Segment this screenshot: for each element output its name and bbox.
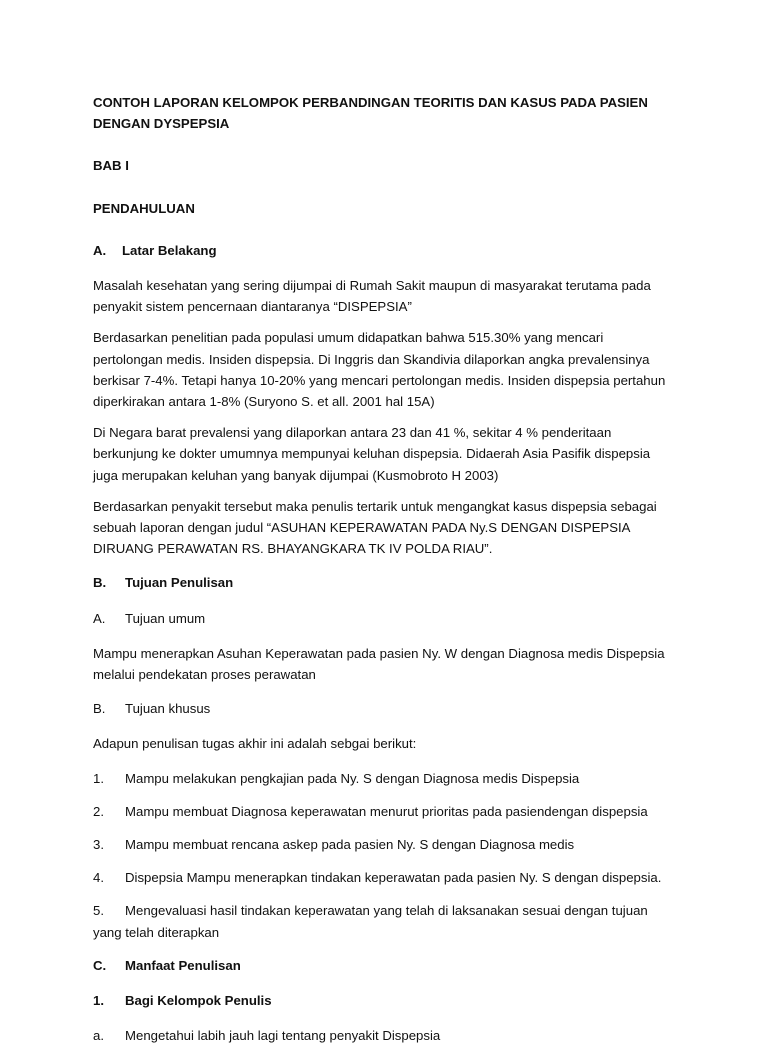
benefit-1a-letter: a. <box>93 1028 104 1044</box>
document-title: CONTOH LAPORAN KELOMPOK PERBANDINGAN TEORITIS DAN KASUS PADA PASIEN DENGAN DYSPEPSIA <box>93 95 648 132</box>
benefit-1-number: 1. <box>93 993 104 1009</box>
section-b-title: Tujuan Penulisan <box>125 575 234 591</box>
benefit-1-title: Bagi Kelompok Penulis <box>125 993 272 1009</box>
section-a-title: Latar Belakang <box>122 242 217 258</box>
list-item-number: 5. <box>93 903 104 919</box>
list-item <box>93 900 671 942</box>
subsection-a-heading <box>93 608 671 629</box>
list-item-number: 2. <box>93 803 104 819</box>
list-item <box>93 867 671 888</box>
list-item <box>93 768 671 789</box>
subsection-b-label: B. <box>93 701 106 717</box>
paragraph-1: Masalah kesehatan yang sering dijumpai di Rumah Sakit maupun di masyarakat terutama pada penyakit sistem pencernaan diantaranya “DISPEPSIA” <box>93 278 651 315</box>
section-b-heading <box>93 572 671 593</box>
subsection-b-title: Tujuan khusus <box>125 701 211 717</box>
section-a-label: A. <box>93 242 107 258</box>
list-item-number: 1. <box>93 770 104 786</box>
section-b-label: B. <box>93 575 107 591</box>
list-item-text: Mampu membuat Diagnosa keperawatan menurut prioritas pada pasiendengan dispepsia <box>125 803 648 819</box>
subsection-b-heading <box>93 698 671 719</box>
section-a-heading <box>93 240 671 261</box>
paragraph-3: Di Negara barat prevalensi yang dilaporkan antara 23 dan 41 %, sekitar 4 % penderitaan berkunjung ke dokter umumnya mempunyai keluhan dispepsia. Didaerah Asia Pasifik dispepsia juga merupakan keluhan yang banyak dijumpai (Kusmobroto H 2003) <box>93 425 651 483</box>
subsection-b-intro: Adapun penulisan tugas akhir ini adalah sebgai berikut: <box>93 736 417 752</box>
paragraph-4: Berdasarkan penyakit tersebut maka penulis tertarik untuk mengangkat kasus dispepsia sebagai sebuah laporan dengan judul “ASUHAN KEPERAWATAN PADA Ny.S DENGAN DISPEPSIA DIRUANG PERAWATAN RS. BHAYANGKARA TK IV POLDA RIAU”. <box>93 498 657 557</box>
subsection-a-label: A. <box>93 610 106 626</box>
section-c-heading <box>93 955 671 976</box>
paragraph-2: Berdasarkan penelitian pada populasi umum didapatkan bahwa 515.30% yang mencari pertolongan medis. Insiden dispepsia. Di Inggris dan Skandivia dilaporkan angka prevalensinya berkisar 7-4%. Tetapi hanya 10-20% yang mencari pertolongan medis. Insiden dispepsia pertahun diperkirakan antara 1-8% (Suryono S. et all. 2001 hal 15A) <box>93 330 666 410</box>
list-item-number: 3. <box>93 837 104 853</box>
benefit-1a-item <box>93 1025 671 1046</box>
section-c-title: Manfaat Penulisan <box>125 957 241 973</box>
list-item-text: Mampu membuat rencana askep pada pasien Ny. S dengan Diagnosa medis <box>125 837 575 853</box>
benefit-1a-text: Mengetahui labih jauh lagi tentang penyakit Dispepsia <box>125 1028 441 1044</box>
list-item-number: 4. <box>93 870 104 886</box>
subsection-a-text: Mampu menerapkan Asuhan Keperawatan pada pasien Ny. W dengan Diagnosa medis Dispepsia melalui pendekatan proses perawatan <box>93 645 665 683</box>
list-item-text: Mampu melakukan pengkajian pada Ny. S dengan Diagnosa medis Dispepsia <box>125 770 580 786</box>
chapter-label: BAB I <box>93 158 129 174</box>
document-content <box>93 92 671 1059</box>
list-item-text: Dispepsia Mampu menerapkan tindakan keperawatan pada pasien Ny. S dengan dispepsia. <box>125 870 662 886</box>
subsection-a-title: Tujuan umum <box>125 610 206 626</box>
list-item <box>93 834 671 855</box>
benefit-1-heading <box>93 990 671 1011</box>
chapter-title: PENDAHULUAN <box>93 200 195 216</box>
list-item-text: Mengevaluasi hasil tindakan keperawatan yang telah di laksanakan sesuai dengan tujuan yang telah diterapkan <box>93 903 648 940</box>
list-item <box>93 801 671 822</box>
section-c-label: C. <box>93 957 107 973</box>
